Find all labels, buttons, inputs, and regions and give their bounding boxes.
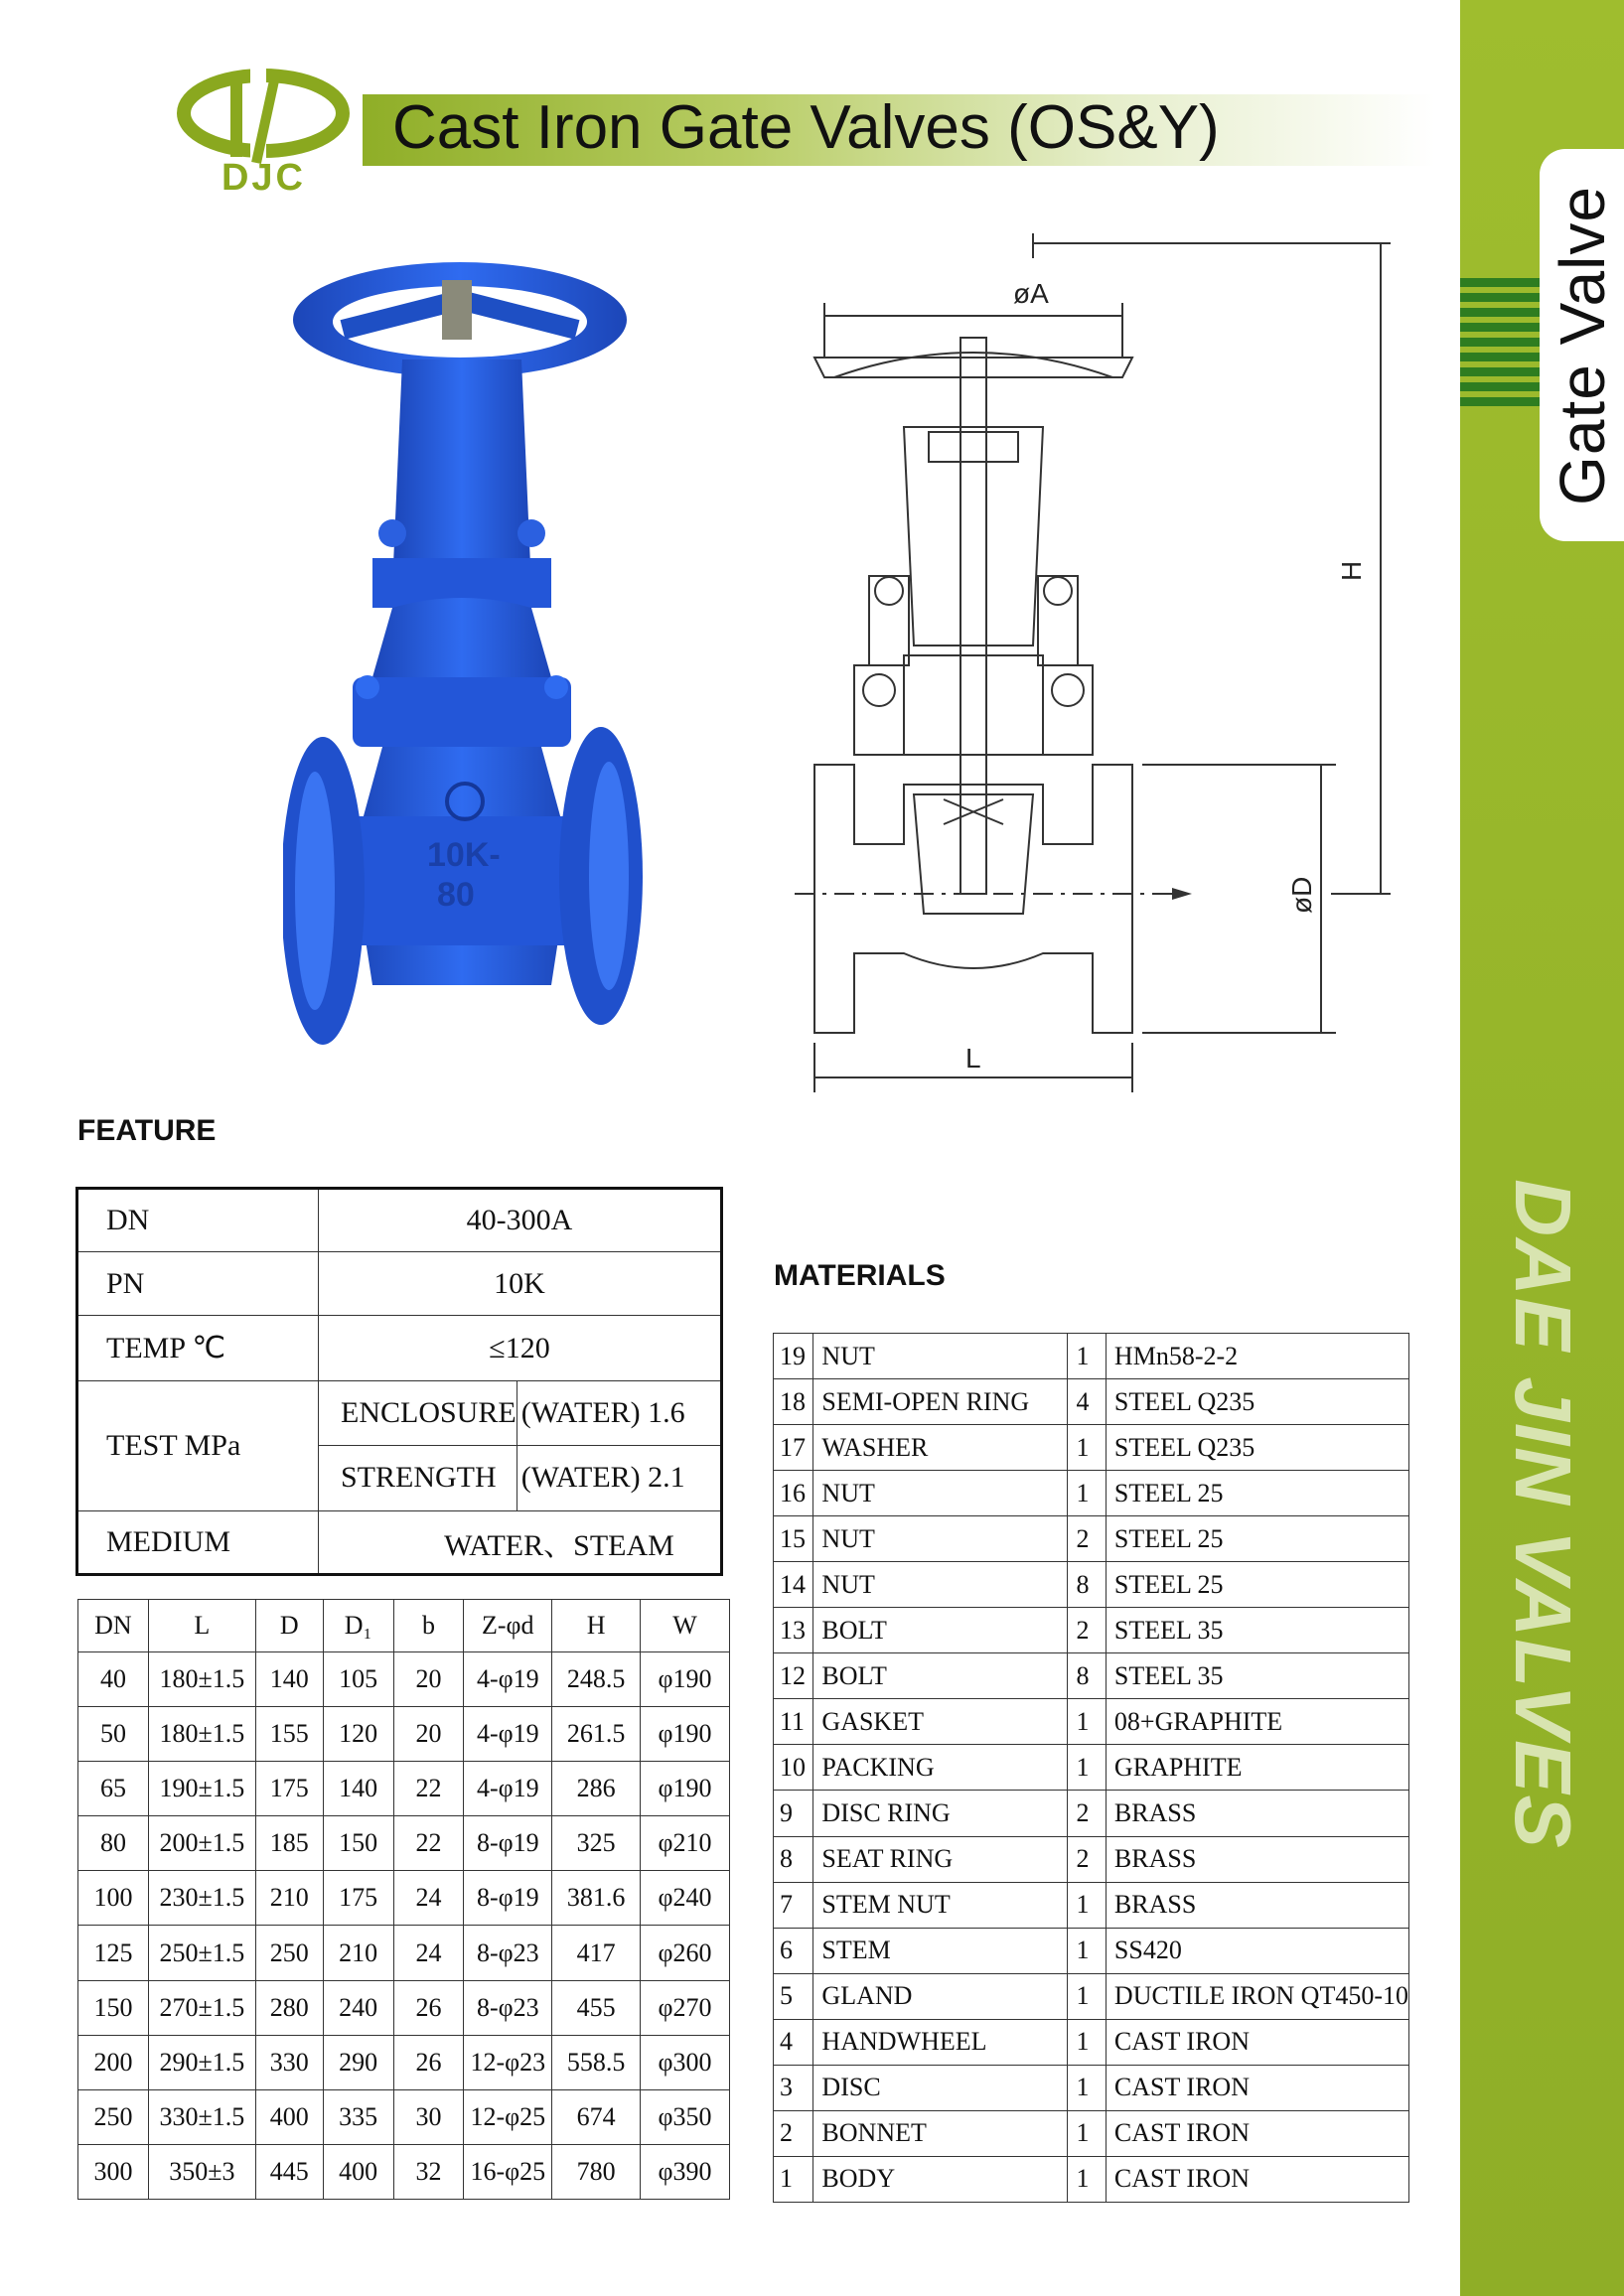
side-tab-label: Gate Valve	[1547, 185, 1618, 505]
table-row	[774, 2110, 1409, 2156]
feature-enclosure-value: (WATER) 1.6	[517, 1381, 721, 1445]
table-row	[774, 2065, 1409, 2110]
dim-header-cell: H	[552, 1600, 641, 1652]
dim-cell: 248.5	[552, 1652, 641, 1707]
material-qty-cell: 1	[1068, 1973, 1106, 2019]
material-name-cell: 08+GRAPHITE	[1106, 1699, 1408, 1745]
material-part-cell: WASHER	[813, 1425, 1068, 1471]
dim-cell: 32	[393, 2144, 464, 2199]
dim-cell: 330	[255, 2035, 323, 2089]
material-part-cell: PACKING	[813, 1745, 1068, 1791]
dim-cell: φ260	[641, 1926, 730, 1980]
material-name-cell: STEEL Q235	[1106, 1379, 1408, 1425]
material-name-cell: STEEL 35	[1106, 1608, 1408, 1653]
table-row	[774, 1334, 1409, 1379]
table-row	[78, 2035, 730, 2089]
dim-cell: 261.5	[552, 1707, 641, 1762]
material-name-cell: SS420	[1106, 1928, 1408, 1973]
dim-cell: 335	[323, 2089, 393, 2144]
material-no-cell: 4	[774, 2019, 813, 2065]
dim-cell: 30	[393, 2089, 464, 2144]
material-no-cell: 13	[774, 1608, 813, 1653]
dim-cell: 381.6	[552, 1871, 641, 1926]
table-row	[774, 1562, 1409, 1608]
material-name-cell: BRASS	[1106, 1791, 1408, 1836]
table-row	[774, 1653, 1409, 1699]
material-name-cell: CAST IRON	[1106, 2110, 1408, 2156]
material-no-cell: 3	[774, 2065, 813, 2110]
dim-cell: 80	[78, 1816, 149, 1871]
dim-cell: 4-φ19	[464, 1762, 552, 1816]
side-stripes	[1460, 278, 1545, 412]
dim-cell: 210	[323, 1926, 393, 1980]
dim-cell: 155	[255, 1707, 323, 1762]
dim-cell: 65	[78, 1762, 149, 1816]
dim-cell: φ190	[641, 1652, 730, 1707]
feature-strength-value: (WATER) 2.1	[517, 1445, 721, 1510]
material-part-cell: DISC	[813, 2065, 1068, 2110]
material-qty-cell: 1	[1068, 2019, 1106, 2065]
valve-drawing	[795, 228, 1410, 1102]
feature-medium-value: WATER、STEAM	[319, 1510, 722, 1574]
dim-cell: φ190	[641, 1707, 730, 1762]
dim-cell: 250	[78, 2089, 149, 2144]
material-part-cell: BOLT	[813, 1608, 1068, 1653]
table-row	[774, 1379, 1409, 1425]
dim-header-cell: DN	[78, 1600, 149, 1652]
svg-text:80: 80	[437, 876, 475, 914]
material-no-cell: 11	[774, 1699, 813, 1745]
dim-header-cell: b	[393, 1600, 464, 1652]
table-row	[774, 1516, 1409, 1562]
material-qty-cell: 4	[1068, 1379, 1106, 1425]
feature-enclosure-label: ENCLOSURE	[319, 1381, 517, 1445]
dim-cell: 180±1.5	[148, 1652, 255, 1707]
material-no-cell: 14	[774, 1562, 813, 1608]
dim-header-cell: L	[148, 1600, 255, 1652]
table-row	[78, 1871, 730, 1926]
dim-cell: 445	[255, 2144, 323, 2199]
dim-cell: 12-φ25	[464, 2089, 552, 2144]
dim-cell: 280	[255, 1980, 323, 2035]
material-name-cell: STEEL 35	[1106, 1653, 1408, 1699]
dim-cell: 286	[552, 1762, 641, 1816]
material-name-cell: DUCTILE IRON QT450-10	[1106, 1973, 1408, 2019]
feature-pn-label: PN	[77, 1252, 319, 1316]
feature-medium-label: MEDIUM	[77, 1510, 319, 1574]
material-qty-cell: 8	[1068, 1562, 1106, 1608]
feature-title: FEATURE	[77, 1114, 217, 1147]
dim-cell: 105	[323, 1652, 393, 1707]
material-no-cell: 12	[774, 1653, 813, 1699]
feature-test-label: TEST MPa	[77, 1381, 319, 1510]
dim-cell: 185	[255, 1816, 323, 1871]
material-qty-cell: 1	[1068, 2065, 1106, 2110]
material-part-cell: NUT	[813, 1334, 1068, 1379]
dim-cell: 26	[393, 1980, 464, 2035]
dim-h-label: H	[1336, 560, 1367, 581]
dim-cell: 8-φ19	[464, 1816, 552, 1871]
dim-cell: φ350	[641, 2089, 730, 2144]
dim-cell: 175	[255, 1762, 323, 1816]
material-part-cell: NUT	[813, 1471, 1068, 1516]
material-qty-cell: 1	[1068, 1334, 1106, 1379]
dim-cell: 8-φ23	[464, 1926, 552, 1980]
material-no-cell: 8	[774, 1836, 813, 1882]
material-qty-cell: 1	[1068, 1928, 1106, 1973]
feature-dn-label: DN	[77, 1189, 319, 1252]
dim-cell: 400	[323, 2144, 393, 2199]
table-row	[774, 1836, 1409, 1882]
material-qty-cell: 2	[1068, 1791, 1106, 1836]
dim-cell: 558.5	[552, 2035, 641, 2089]
material-name-cell: STEEL 25	[1106, 1516, 1408, 1562]
dim-cell: 16-φ25	[464, 2144, 552, 2199]
material-qty-cell: 1	[1068, 1745, 1106, 1791]
dim-cell: 230±1.5	[148, 1871, 255, 1926]
material-no-cell: 9	[774, 1791, 813, 1836]
dim-cell: 4-φ19	[464, 1707, 552, 1762]
material-qty-cell: 8	[1068, 1653, 1106, 1699]
feature-pn-value: 10K	[319, 1252, 722, 1316]
table-row	[774, 1973, 1409, 2019]
material-name-cell: CAST IRON	[1106, 2019, 1408, 2065]
dim-header-cell: D₁	[323, 1600, 393, 1652]
materials-table	[773, 1333, 1409, 2203]
table-row	[78, 1980, 730, 2035]
material-qty-cell: 2	[1068, 1608, 1106, 1653]
side-brand-label: DAE JIN VALVES	[1498, 1179, 1587, 1850]
material-no-cell: 6	[774, 1928, 813, 1973]
dim-cell: 24	[393, 1871, 464, 1926]
dim-cell: 780	[552, 2144, 641, 2199]
dim-header-cell: Z-φd	[464, 1600, 552, 1652]
table-row	[774, 1882, 1409, 1928]
material-part-cell: SEMI-OPEN RING	[813, 1379, 1068, 1425]
dim-cell: 100	[78, 1871, 149, 1926]
dim-cell: φ190	[641, 1762, 730, 1816]
dimensions-header-row	[78, 1600, 730, 1652]
material-name-cell: CAST IRON	[1106, 2065, 1408, 2110]
dim-d-label: øD	[1286, 876, 1317, 914]
dim-cell: 674	[552, 2089, 641, 2144]
dim-cell: 24	[393, 1926, 464, 1980]
material-qty-cell: 1	[1068, 1471, 1106, 1516]
dim-a-label: øA	[1013, 278, 1049, 309]
table-row	[774, 2019, 1409, 2065]
material-qty-cell: 2	[1068, 1836, 1106, 1882]
table-row	[774, 1608, 1409, 1653]
dim-cell: 20	[393, 1652, 464, 1707]
material-qty-cell: 2	[1068, 1516, 1106, 1562]
dim-l-label: L	[965, 1043, 981, 1074]
feature-temp-label: TEMP ℃	[77, 1316, 319, 1381]
dim-cell: 140	[255, 1652, 323, 1707]
material-qty-cell: 1	[1068, 2156, 1106, 2202]
material-part-cell: NUT	[813, 1562, 1068, 1608]
dim-cell: 330±1.5	[148, 2089, 255, 2144]
dim-cell: 8-φ19	[464, 1871, 552, 1926]
feature-strength-label: STRENGTH	[319, 1445, 517, 1510]
dim-cell: φ210	[641, 1816, 730, 1871]
material-qty-cell: 1	[1068, 2110, 1106, 2156]
dim-cell: 50	[78, 1707, 149, 1762]
dim-cell: 300	[78, 2144, 149, 2199]
table-row	[774, 2156, 1409, 2202]
dim-cell: 325	[552, 1816, 641, 1871]
material-name-cell: GRAPHITE	[1106, 1745, 1408, 1791]
dim-cell: 417	[552, 1926, 641, 1980]
dim-cell: 270±1.5	[148, 1980, 255, 2035]
material-name-cell: BRASS	[1106, 1882, 1408, 1928]
dim-cell: 350±3	[148, 2144, 255, 2199]
dim-cell: 150	[323, 1816, 393, 1871]
dim-cell: 12-φ23	[464, 2035, 552, 2089]
material-name-cell: STEEL 25	[1106, 1562, 1408, 1608]
material-no-cell: 1	[774, 2156, 813, 2202]
material-no-cell: 10	[774, 1745, 813, 1791]
table-row	[78, 1707, 730, 1762]
page-title: Cast Iron Gate Valves (OS&Y)	[392, 93, 1220, 162]
material-part-cell: NUT	[813, 1516, 1068, 1562]
material-part-cell: BONNET	[813, 2110, 1068, 2156]
dimensions-table	[77, 1599, 730, 2200]
material-no-cell: 16	[774, 1471, 813, 1516]
dim-cell: 190±1.5	[148, 1762, 255, 1816]
table-row	[78, 1652, 730, 1707]
dim-cell: φ390	[641, 2144, 730, 2199]
side-tab-label-wrap	[1538, 149, 1624, 541]
dim-cell: 290±1.5	[148, 2035, 255, 2089]
table-row	[774, 1745, 1409, 1791]
dim-cell: 150	[78, 1980, 149, 2035]
dim-header-cell: W	[641, 1600, 730, 1652]
material-name-cell: HMn58-2-2	[1106, 1334, 1408, 1379]
table-row	[78, 1926, 730, 1980]
table-row	[78, 2144, 730, 2199]
dim-cell: 240	[323, 1980, 393, 2035]
material-part-cell: BODY	[813, 2156, 1068, 2202]
dim-cell: φ240	[641, 1871, 730, 1926]
dim-cell: 140	[323, 1762, 393, 1816]
material-name-cell: CAST IRON	[1106, 2156, 1408, 2202]
material-no-cell: 7	[774, 1882, 813, 1928]
dim-cell: 20	[393, 1707, 464, 1762]
materials-title: MATERIALS	[774, 1259, 946, 1292]
dim-cell: 290	[323, 2035, 393, 2089]
feature-temp-value: ≤120	[319, 1316, 722, 1381]
dim-cell: 8-φ23	[464, 1980, 552, 2035]
material-part-cell: DISC RING	[813, 1791, 1068, 1836]
material-part-cell: GASKET	[813, 1699, 1068, 1745]
material-qty-cell: 1	[1068, 1699, 1106, 1745]
material-name-cell: BRASS	[1106, 1836, 1408, 1882]
feature-table	[75, 1187, 723, 1576]
valve-photo	[283, 260, 656, 1055]
dim-cell: 250	[255, 1926, 323, 1980]
svg-text:10K-: 10K-	[427, 836, 501, 874]
dim-cell: 26	[393, 2035, 464, 2089]
side-brand-wrap	[1460, 1172, 1624, 1857]
table-row	[78, 1816, 730, 1871]
material-part-cell: STEM NUT	[813, 1882, 1068, 1928]
material-name-cell: STEEL 25	[1106, 1471, 1408, 1516]
material-part-cell: STEM	[813, 1928, 1068, 1973]
table-row	[774, 1928, 1409, 1973]
dim-cell: 400	[255, 2089, 323, 2144]
dim-cell: 40	[78, 1652, 149, 1707]
material-part-cell: BOLT	[813, 1653, 1068, 1699]
table-row	[78, 2089, 730, 2144]
logo-text: DJC	[221, 157, 307, 199]
material-part-cell: GLAND	[813, 1973, 1068, 2019]
dim-cell: 125	[78, 1926, 149, 1980]
material-no-cell: 18	[774, 1379, 813, 1425]
dim-cell: 200	[78, 2035, 149, 2089]
dim-cell: 210	[255, 1871, 323, 1926]
dim-cell: 22	[393, 1816, 464, 1871]
material-no-cell: 5	[774, 1973, 813, 2019]
material-no-cell: 2	[774, 2110, 813, 2156]
dim-cell: 4-φ19	[464, 1652, 552, 1707]
table-row	[774, 1425, 1409, 1471]
material-part-cell: SEAT RING	[813, 1836, 1068, 1882]
material-part-cell: HANDWHEEL	[813, 2019, 1068, 2065]
material-qty-cell: 1	[1068, 1425, 1106, 1471]
dim-cell: φ300	[641, 2035, 730, 2089]
material-no-cell: 19	[774, 1334, 813, 1379]
dim-cell: 250±1.5	[148, 1926, 255, 1980]
dim-cell: φ270	[641, 1980, 730, 2035]
feature-dn-value: 40-300A	[319, 1189, 722, 1252]
material-name-cell: STEEL Q235	[1106, 1425, 1408, 1471]
table-row	[774, 1791, 1409, 1836]
material-qty-cell: 1	[1068, 1882, 1106, 1928]
dim-cell: 22	[393, 1762, 464, 1816]
material-no-cell: 15	[774, 1516, 813, 1562]
dim-cell: 200±1.5	[148, 1816, 255, 1871]
dim-cell: 180±1.5	[148, 1707, 255, 1762]
table-row	[774, 1699, 1409, 1745]
table-row	[78, 1762, 730, 1816]
dim-cell: 120	[323, 1707, 393, 1762]
material-no-cell: 17	[774, 1425, 813, 1471]
dim-cell: 175	[323, 1871, 393, 1926]
dim-cell: 455	[552, 1980, 641, 2035]
table-row	[774, 1471, 1409, 1516]
dim-header-cell: D	[255, 1600, 323, 1652]
